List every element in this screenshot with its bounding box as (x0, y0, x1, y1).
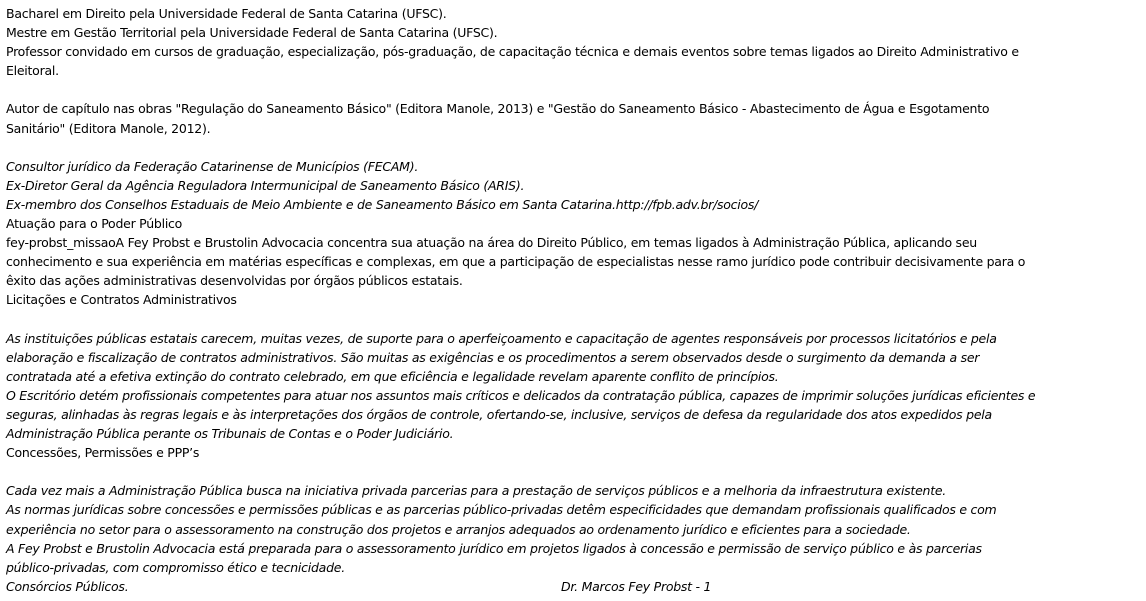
bio-line-2: Mestre em Gestão Territorial pela Universidade Federal de Santa Catarina (UFSC). (6, 25, 498, 41)
spacer (6, 462, 1140, 481)
bio-line-9: Ex-membro dos Conselhos Estaduais de Meio Ambiente e de Saneamento Básico em Santa Catarina.http://fpb.adv.br/socios/ (6, 196, 759, 212)
footer-row (6, 577, 1140, 596)
section-heading-licitacoes: Licitações e Contratos Administrativos (6, 292, 237, 308)
licitacoes-line-3: contratada até a efetiva extinção do contrato celebrado, em que eficiência e legalidade revelam aparente conflito de princípios. (6, 368, 779, 384)
bio-line-5: Autor de capítulo nas obras "Regulação do Saneamento Básico" (Editora Manole, 2013) e "Gestão do Saneamento Básico - Abastecimento de Água e Esgotamento (6, 101, 990, 117)
atuacao-line-2: conhecimento e sua experiência em matérias específicas e complexas, em que a participação de especialistas nesse ramo jurídico pode contribuir decisivamente para o (6, 254, 1026, 270)
concessoes-line-5: público-privadas, com compromisso ético e tecnicidade. (6, 559, 345, 575)
concessoes-line-1: Cada vez mais a Administração Pública busca na iniciativa privada parcerias para a prestação de serviços públicos e a melhoria da infraestrutura existente. (6, 483, 947, 499)
atuacao-line-3: êxito das ações administrativas desenvolvidas por órgãos públicos estatais. (6, 273, 463, 289)
section-heading-consorcios: Consórcios Públicos. (6, 578, 129, 594)
licitacoes-line-6: Administração Pública perante os Tribunais de Contas e o Poder Judiciário. (6, 426, 454, 442)
bio-line-6: Sanitário" (Editora Manole, 2012). (6, 120, 211, 136)
licitacoes-line-2: elaboração e fiscalização de contratos administrativos. São muitas as exigências e os procedimentos a serem observados desde o surgimento da demanda a ser (6, 349, 980, 365)
concessoes-line-2: As normas jurídicas sobre concessões e permissões públicas e as parcerias público-privadas detêm especificidades que demandam profissionais qualificados e com (6, 502, 997, 518)
concessoes-line-3: experiência no setor para o assessoramento na construção dos projetos e arranjos adequados ao ordenamento jurídico e eficientes para a sociedade. (6, 521, 911, 537)
spacer (6, 310, 1140, 329)
spacer (6, 138, 1140, 157)
concessoes-line-4: A Fey Probst e Brustolin Advocacia está preparada para o assessoramento jurídico em projetos ligados à concessão e permissão de serviço público e às parcerias (6, 540, 982, 556)
spacer (6, 80, 1140, 99)
atuacao-line-1: fey-probst_missaoA Fey Probst e Brustolin Advocacia concentra sua atuação na área do Direito Público, em temas ligados à Administração Pública, aplicando seu (6, 235, 977, 251)
licitacoes-line-1: As instituições públicas estatais carecem, muitas vezes, de suporte para o aperfeiçoamento e capacitação de agentes responsáveis por processos licitatórios e pela (6, 330, 997, 346)
bio-line-3: Professor convidado em cursos de graduação, especialização, pós-graduação, de capacitação técnica e demais eventos sobre temas ligados ao Direito Administrativo e (6, 44, 1019, 60)
signature-page-number: Dr. Marcos Fey Probst - 1 (561, 578, 712, 594)
bio-line-8: Ex-Diretor Geral da Agência Reguladora Intermunicipal de Saneamento Básico (ARIS). (6, 177, 525, 193)
bio-line-7: Consultor jurídico da Federação Catarinense de Municípios (FECAM). (6, 158, 419, 174)
section-heading-atuacao: Atuação para o Poder Público (6, 216, 183, 232)
licitacoes-line-5: seguras, alinhadas às regras legais e às interpretações dos órgãos de controle, ofertando-se, inclusive, serviços de defesa da regularidade dos atos expedidos pela (6, 406, 992, 422)
section-heading-concessoes: Concessões, Permissões e PPP’s (6, 445, 200, 461)
bio-line-4: Eleitoral. (6, 63, 59, 79)
bio-line-1: Bacharel em Direito pela Universidade Federal de Santa Catarina (UFSC). (6, 6, 447, 21)
licitacoes-line-4: O Escritório detém profissionais competentes para atuar nos assuntos mais críticos e delicados da contratação pública, capazes de imprimir soluções jurídicas eficientes e (6, 387, 1036, 403)
document-page (6, 4, 1140, 596)
